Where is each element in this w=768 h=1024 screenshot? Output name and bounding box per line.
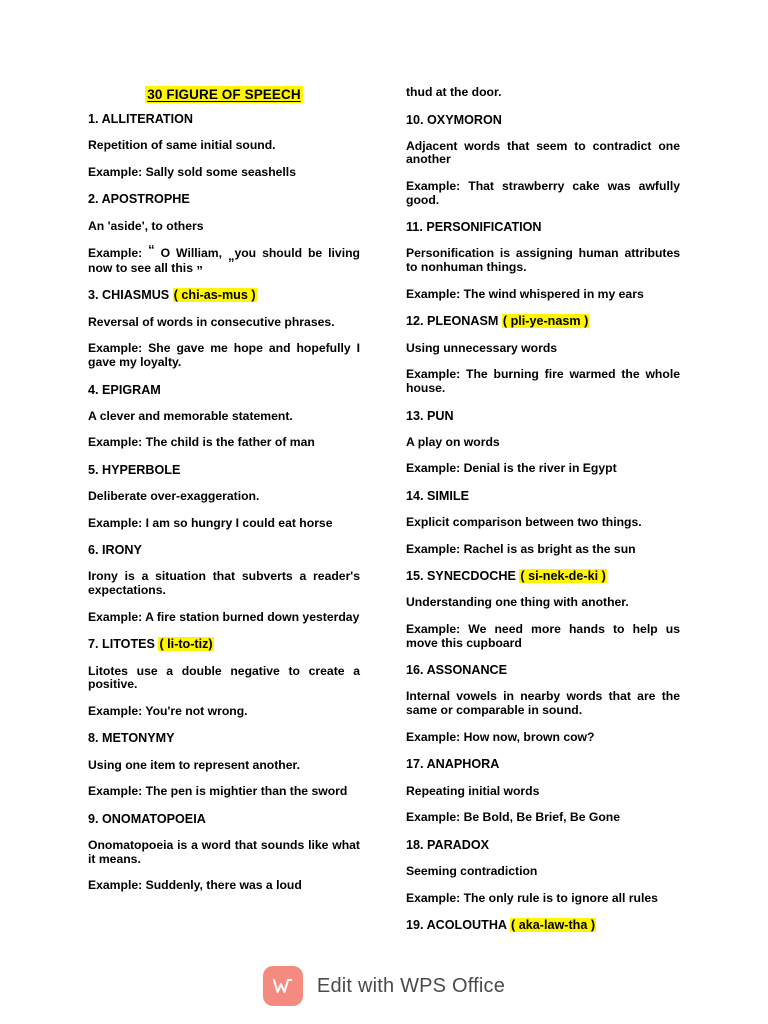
figure-heading: [88, 288, 360, 302]
figure-heading: [406, 489, 680, 503]
wps-watermark[interactable]: [0, 955, 768, 1017]
figure-body-text: Example: Rachel is as bright as the sun: [406, 541, 636, 556]
right-column: [406, 86, 680, 945]
figure-heading: [88, 543, 360, 557]
figure-term: IRONY: [102, 543, 142, 558]
figure-body-text: Example: I am so hungry I could eat horse: [88, 515, 333, 530]
figure-body-text: Example: Sally sold some seashells: [88, 164, 296, 179]
pronunciation-highlight: ( li-to-tiz): [159, 637, 213, 652]
figure-term: ALLITERATION: [101, 112, 193, 126]
figure-term: OXYMORON: [427, 112, 502, 127]
figure-term: EPIGRAM: [102, 382, 161, 397]
figure-body-text: Example: Suddenly, there was a loud: [88, 878, 302, 893]
quote-mark: „: [227, 248, 235, 264]
figure-heading: [406, 663, 680, 677]
figure-body-text: Example: The wind whispered in my ears: [406, 286, 644, 301]
figure-term: SIMILE: [427, 488, 469, 503]
figure-term: LITOTES: [102, 637, 155, 652]
figure-body-text: Example: The burning fire warmed the whole house.: [406, 367, 680, 395]
figure-term: HYPERBOLE: [102, 462, 181, 477]
figure-number: 12.: [406, 314, 424, 329]
figure-body-text: [88, 242, 360, 278]
figure-body-text: Repetition of same initial sound.: [88, 138, 276, 153]
figure-heading: [88, 112, 360, 126]
figure-number: 16.: [406, 663, 424, 678]
figure-term: ANAPHORA: [426, 757, 500, 772]
figure-body-text: Irony is a situation that subverts a reader's expectations.: [88, 569, 360, 598]
figure-body-text: Adjacent words that seem to contradict one another: [406, 138, 680, 167]
figure-heading: [88, 812, 360, 826]
figure-body-text: Example: Denial is the river in Egypt: [406, 461, 617, 476]
wps-logo-icon: [263, 966, 303, 1006]
quote-text: Example:: [88, 246, 149, 261]
figure-body-text: A clever and memorable statement.: [88, 408, 293, 423]
figure-number: 15.: [406, 569, 424, 584]
wps-watermark-label: Edit with WPS Office: [316, 974, 506, 997]
figure-heading: [406, 113, 680, 127]
pronunciation-highlight: ( aka-law-tha ): [511, 918, 596, 933]
pronunciation-highlight: ( pli-ye-nasm ): [502, 314, 589, 329]
figure-heading: [88, 637, 360, 651]
quote-text: you should be living now to see all this: [88, 246, 360, 275]
pronunciation-highlight: ( chi-as-mus ): [173, 288, 256, 303]
figure-term: PUN: [427, 408, 454, 423]
figure-body-text: Example: She gave me hope and hopefully I gave my loyalty.: [88, 341, 360, 369]
figure-body-text: Using one item to represent another.: [88, 757, 300, 772]
figure-number: 8.: [88, 731, 99, 746]
figure-body-text: Example: That strawberry cake was awfully good.: [406, 179, 680, 207]
figure-number: 7.: [88, 637, 99, 652]
figure-body-text: Example: The child is the father of man: [88, 435, 315, 450]
figure-body-text: Explicit comparison between two things.: [406, 515, 642, 529]
figure-body-text: Example: How now, brown cow?: [406, 729, 595, 744]
figure-number: 5.: [88, 462, 99, 477]
figure-body-text: Onomatopoeia is a word that sounds like what it means.: [88, 837, 360, 866]
figure-term: SYNECDOCHE: [427, 569, 516, 584]
figure-heading: [88, 731, 360, 745]
figure-heading: [88, 383, 360, 397]
page-title: 30 FIGURE OF SPEECH: [147, 87, 301, 102]
figure-number: 13.: [406, 408, 424, 423]
quote-mark: “: [148, 242, 155, 258]
figure-term: PERSONIFICATION: [426, 220, 542, 235]
figure-number: 1.: [88, 112, 99, 126]
figure-body-text: Personification is assigning human attributes to nonhuman things.: [406, 246, 680, 275]
figure-body-text: Example: We need more hands to help us move this cupboard: [406, 622, 680, 650]
figure-number: 17.: [406, 757, 424, 772]
figure-body-text: Example: You're not wrong.: [88, 703, 248, 718]
figure-term: ASSONANCE: [426, 663, 508, 678]
figure-body-text: Understanding one thing with another.: [406, 595, 629, 610]
figure-body-text: Seeming contradiction: [406, 863, 538, 878]
figure-number: 14.: [406, 488, 424, 503]
figure-number: 2.: [88, 192, 99, 207]
quote-text: O William,: [154, 246, 228, 261]
figure-number: 6.: [88, 543, 99, 558]
figure-number: 3.: [88, 288, 99, 303]
figure-number: 18.: [406, 837, 424, 852]
figure-term: METONYMY: [102, 731, 175, 746]
figure-body-text: Example: The pen is mightier than the sword: [88, 784, 348, 799]
figure-body-text: Reversal of words in consecutive phrases.: [88, 314, 335, 329]
figure-term: ACOLOUTHA: [426, 918, 507, 933]
figure-term: ONOMATOPOEIA: [102, 811, 206, 826]
figure-number: 19.: [406, 918, 424, 933]
figure-heading: [406, 569, 680, 583]
figure-heading: [406, 314, 680, 328]
left-column: [88, 86, 360, 893]
pronunciation-highlight: ( si-nek-de-ki ): [520, 569, 606, 584]
figure-body-text: Deliberate over-exaggeration.: [88, 489, 260, 504]
figure-term: PLEONASM: [427, 314, 499, 329]
quote-mark: ”: [196, 262, 203, 278]
figure-heading: [406, 409, 680, 423]
figure-body-text: Litotes use a double negative to create a positive.: [88, 663, 360, 692]
figure-body-text: Example: The only rule is to ignore all rules: [406, 890, 658, 905]
figure-body-text: Internal vowels in nearby words that are the same or comparable in sound.: [406, 689, 680, 718]
figure-term: PARADOX: [427, 837, 490, 852]
figure-body-text: An 'aside', to others: [88, 218, 204, 233]
figure-body-text: thud at the door.: [406, 85, 502, 99]
figure-heading: [406, 757, 680, 771]
figure-number: 4.: [88, 382, 99, 397]
figure-heading: [406, 220, 680, 234]
figure-term: CHIASMUS: [102, 288, 170, 303]
figure-heading: [406, 838, 680, 852]
figure-body-text: Repeating initial words: [406, 783, 540, 798]
figure-number: 9.: [88, 811, 99, 826]
figure-number: 10.: [406, 112, 424, 127]
figure-heading: [88, 463, 360, 477]
figure-body-text: A play on words: [406, 434, 500, 449]
figure-body-text: Example: Be Bold, Be Brief, Be Gone: [406, 810, 621, 825]
figure-heading: [88, 192, 360, 206]
figure-body-text: Using unnecessary words: [406, 340, 558, 355]
figure-number: 11.: [406, 220, 423, 235]
figure-body-text: Example: A fire station burned down yesterday: [88, 609, 360, 624]
figure-heading: [406, 918, 680, 932]
figure-term: APOSTROPHE: [101, 192, 190, 207]
